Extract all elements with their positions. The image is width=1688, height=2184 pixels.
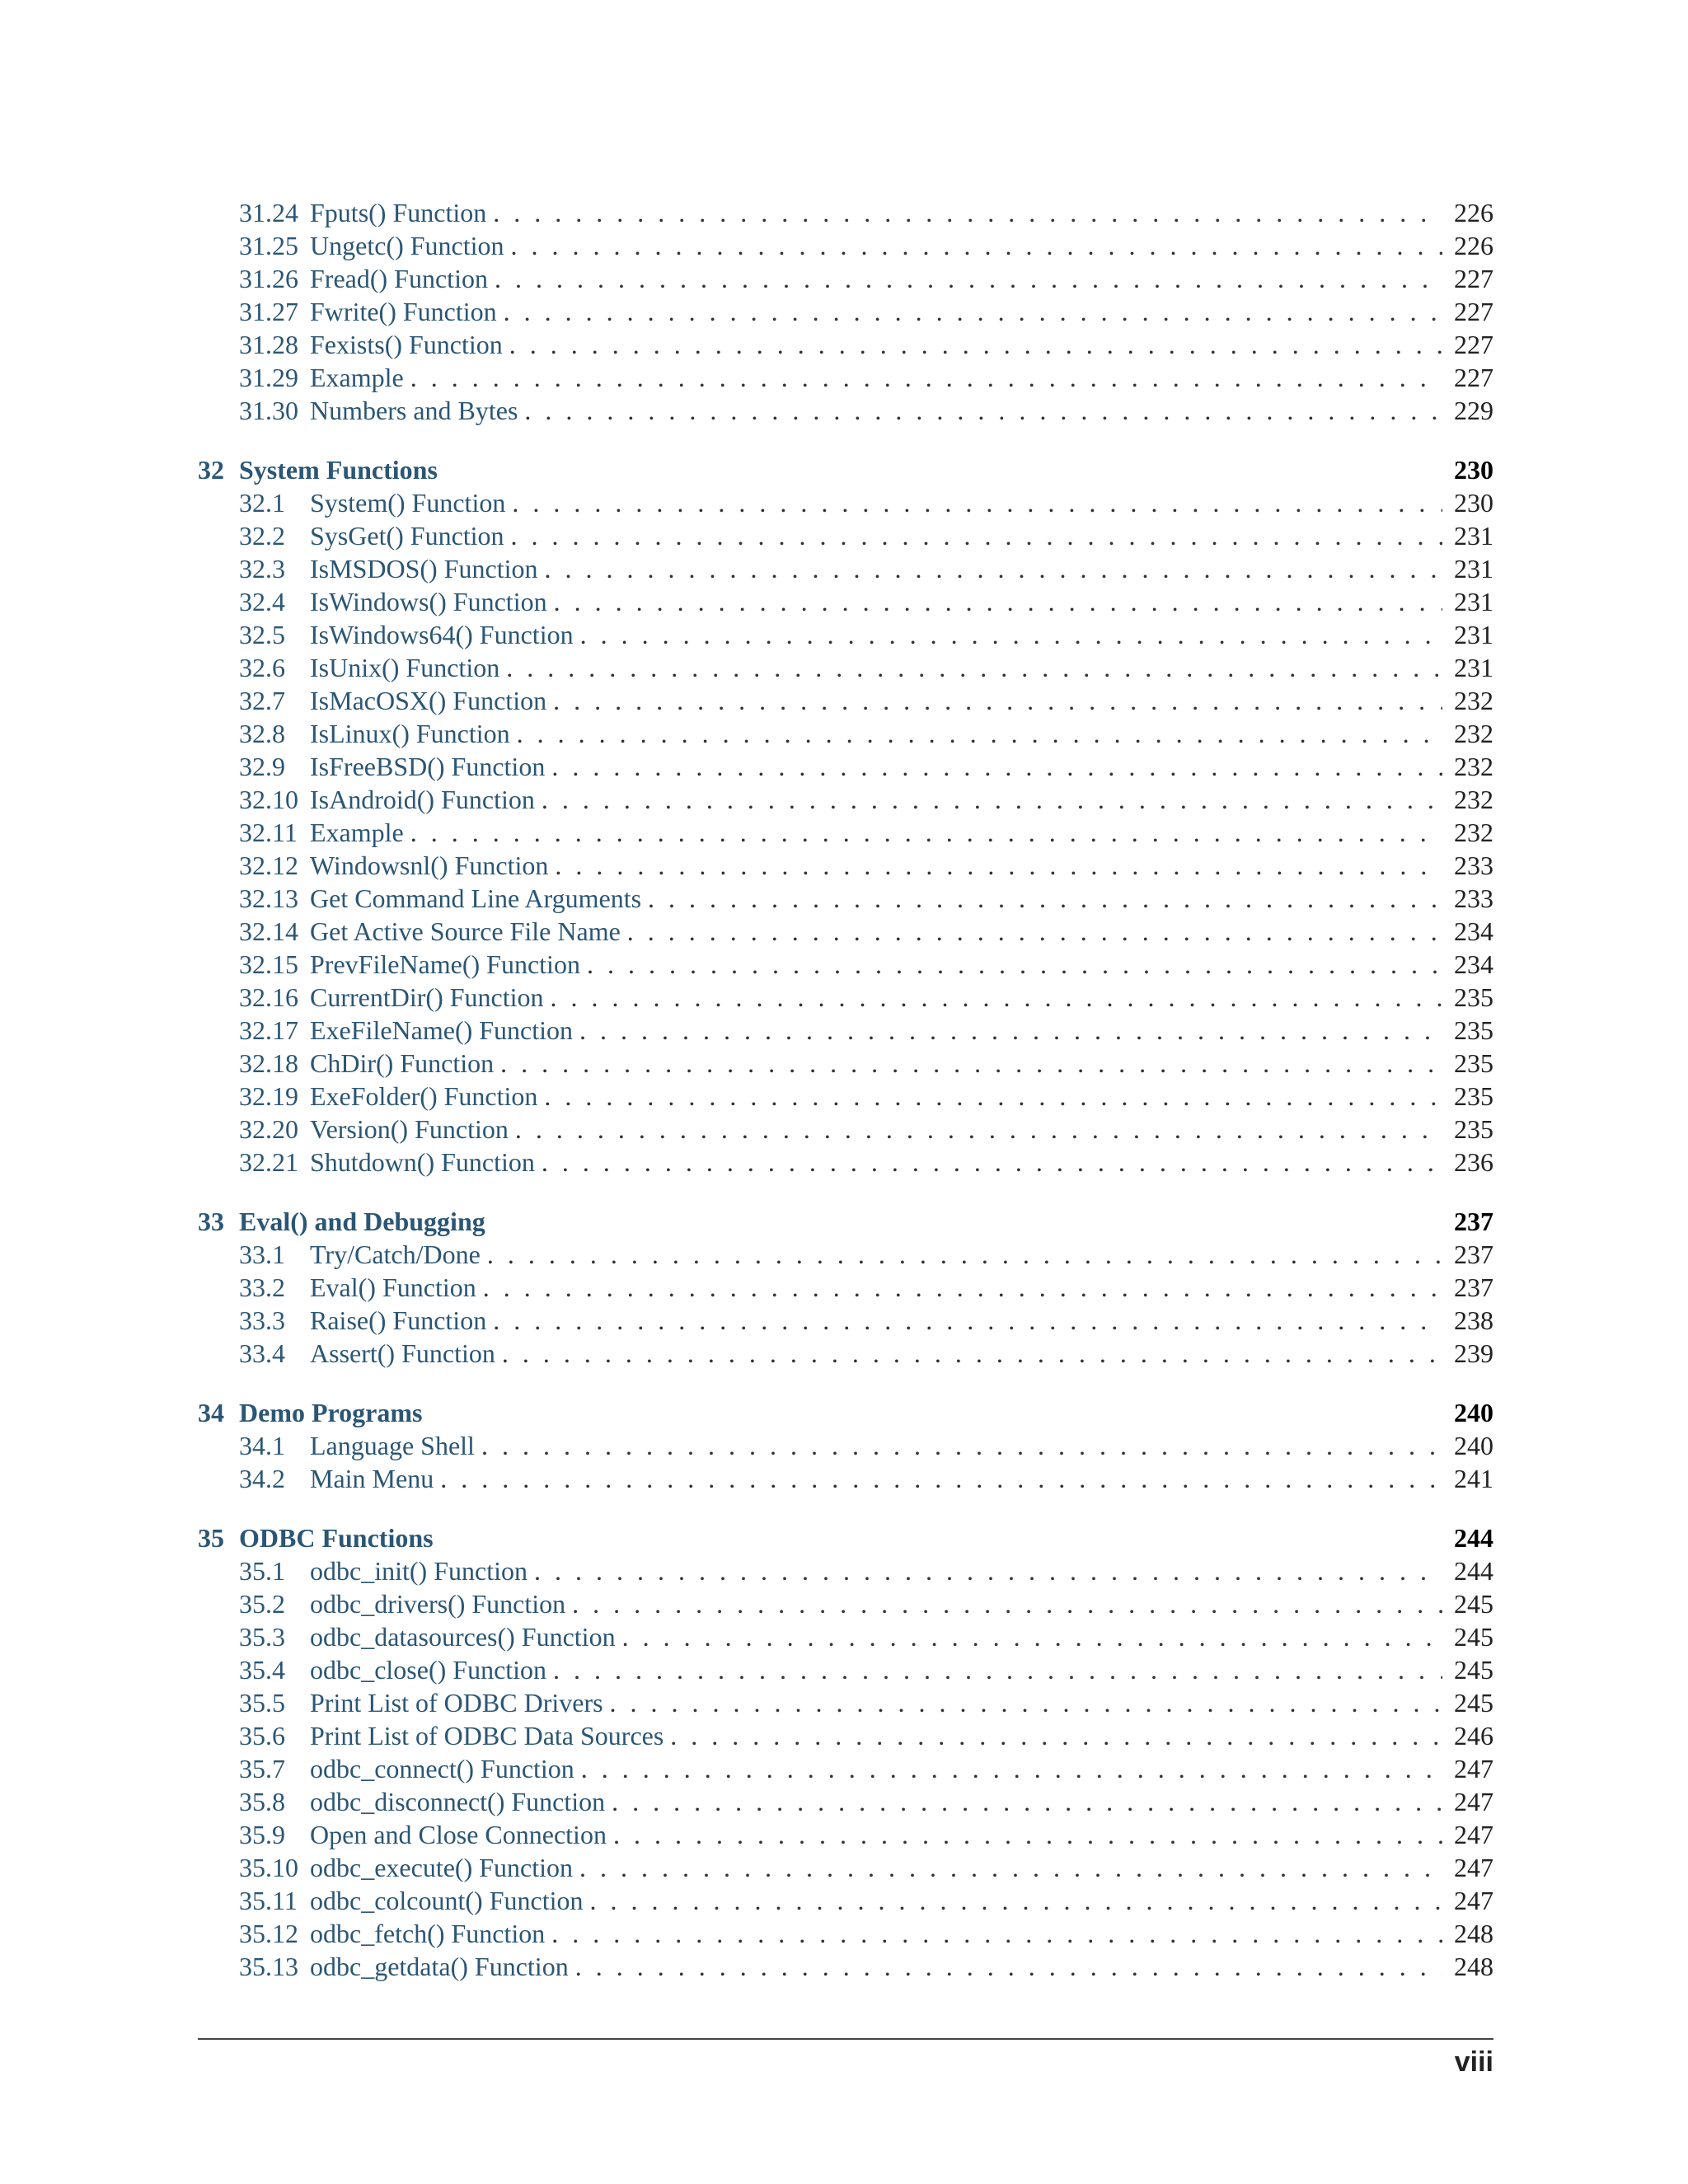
dot-leader — [511, 229, 1443, 262]
section-page-number: 238 — [1454, 1305, 1493, 1335]
toc-entry-link[interactable] — [198, 1950, 1493, 1983]
section-title: Eval() Function — [310, 1272, 476, 1302]
dot-leader — [493, 1304, 1442, 1337]
section-number: 33.3 — [239, 1305, 285, 1335]
section-page-number: 231 — [1454, 620, 1493, 649]
toc-entry-link[interactable] — [198, 1554, 1493, 1587]
section-title: ExeFileName() Function — [310, 1015, 574, 1045]
toc-entry-link[interactable] — [198, 361, 1493, 394]
section-number: 32.9 — [239, 752, 285, 781]
page-number: viii — [1454, 2046, 1493, 2078]
section-page-number: 247 — [1454, 1820, 1493, 1849]
dot-leader — [495, 262, 1442, 295]
section-number: 32.17 — [239, 1015, 298, 1045]
section-number: 35.3 — [239, 1622, 285, 1652]
dot-leader — [553, 1653, 1442, 1686]
toc-entry-link[interactable] — [198, 618, 1493, 651]
section-page-number: 231 — [1454, 587, 1493, 616]
toc-entry-link[interactable] — [198, 1620, 1493, 1653]
section-page-number: 234 — [1454, 916, 1493, 946]
section-title: odbc_connect() Function — [310, 1754, 574, 1783]
section-page-number: 227 — [1454, 297, 1493, 326]
section-page-number: 248 — [1454, 1919, 1493, 1948]
section-number: 33.1 — [239, 1240, 285, 1269]
section-title: odbc_fetch() Function — [310, 1919, 546, 1948]
section-number: 34.1 — [239, 1431, 285, 1460]
section-number: 31.25 — [239, 231, 298, 260]
chapter-heading-link[interactable] — [198, 1396, 1493, 1429]
section-title: Fwrite() Function — [310, 297, 497, 326]
section-number: 31.26 — [239, 264, 298, 293]
section-number: 35.10 — [239, 1853, 298, 1882]
dot-leader — [504, 295, 1442, 328]
section-page-number: 239 — [1454, 1338, 1493, 1368]
section-title: SysGet() Function — [310, 521, 504, 551]
section-page-number: 245 — [1454, 1622, 1493, 1652]
section-number: 31.27 — [239, 297, 298, 326]
section-page-number: 234 — [1454, 949, 1493, 979]
section-number: 35.7 — [239, 1754, 285, 1783]
toc-entry-link[interactable] — [198, 394, 1493, 427]
section-number: 32.18 — [239, 1048, 298, 1078]
section-title: Get Command Line Arguments — [310, 883, 642, 913]
dot-leader — [648, 882, 1442, 915]
section-title: odbc_drivers() Function — [310, 1589, 566, 1619]
dot-leader — [506, 651, 1442, 684]
dot-leader — [613, 1818, 1442, 1851]
section-page-number: 235 — [1454, 982, 1493, 1012]
dot-leader — [551, 981, 1443, 1014]
section-title: Print List of ODBC Drivers — [310, 1688, 603, 1718]
section-title: ChDir() Function — [310, 1048, 495, 1078]
section-number: 35.13 — [239, 1952, 298, 1981]
dot-leader — [493, 196, 1442, 229]
toc-entry-link[interactable] — [198, 552, 1493, 585]
section-number: 35.8 — [239, 1787, 285, 1816]
section-page-number: 231 — [1454, 521, 1493, 551]
section-number: 32.10 — [239, 785, 298, 814]
toc-entry-link[interactable] — [198, 1080, 1493, 1113]
dot-leader — [410, 816, 1442, 849]
section-title: odbc_getdata() Function — [310, 1952, 569, 1981]
toc-entry-link[interactable] — [198, 1113, 1493, 1146]
toc-entry-link[interactable] — [198, 328, 1493, 361]
section-title: Raise() Function — [310, 1305, 487, 1335]
toc-entry-link[interactable] — [198, 1917, 1493, 1950]
dot-leader — [544, 552, 1442, 585]
toc-entry-link[interactable] — [198, 1271, 1493, 1304]
toc-entry-link[interactable] — [198, 486, 1493, 519]
section-number: 31.30 — [239, 396, 298, 425]
chapter-number: 32 — [198, 455, 224, 485]
section-page-number: 226 — [1454, 198, 1493, 227]
dot-leader — [579, 1851, 1442, 1884]
dot-leader — [587, 948, 1442, 981]
toc-entry-link[interactable] — [198, 750, 1493, 783]
section-number: 32.1 — [239, 488, 285, 518]
section-page-number: 233 — [1454, 851, 1493, 880]
section-page-number: 232 — [1454, 785, 1493, 814]
dot-leader — [487, 1238, 1442, 1271]
section-title: Fputs() Function — [310, 198, 487, 227]
toc-entry-link[interactable] — [198, 1818, 1493, 1851]
chapter-page-number: 244 — [1454, 1523, 1493, 1553]
section-page-number: 241 — [1454, 1464, 1493, 1493]
dot-leader — [481, 1429, 1442, 1462]
dot-leader — [581, 1752, 1442, 1785]
dot-leader — [551, 750, 1442, 783]
chapter-number: 34 — [198, 1398, 224, 1427]
toc-entry-link[interactable] — [198, 229, 1493, 262]
dot-leader — [610, 1686, 1442, 1719]
toc-chapter — [198, 453, 1493, 1179]
dot-leader — [612, 1785, 1442, 1818]
section-title: Ungetc() Function — [310, 231, 504, 260]
dot-leader — [553, 684, 1442, 717]
section-title: odbc_colcount() Function — [310, 1886, 584, 1915]
chapter-page-number: 240 — [1454, 1398, 1493, 1427]
toc-entry-link[interactable] — [198, 948, 1493, 981]
section-page-number: 237 — [1454, 1272, 1493, 1302]
section-page-number: 235 — [1454, 1114, 1493, 1144]
dot-leader — [575, 1950, 1442, 1983]
section-page-number: 227 — [1454, 363, 1493, 392]
section-title: IsFreeBSD() Function — [310, 752, 546, 781]
section-title: IsWindows64() Function — [310, 620, 574, 649]
dot-leader — [534, 1554, 1442, 1587]
section-number: 31.24 — [239, 198, 298, 227]
toc-entry-link[interactable] — [198, 1884, 1493, 1917]
section-page-number: 233 — [1454, 883, 1493, 913]
chapter-heading-link[interactable] — [198, 1521, 1493, 1554]
section-number: 32.11 — [239, 818, 298, 847]
dot-leader — [542, 1146, 1442, 1179]
section-title: IsLinux() Function — [310, 719, 510, 748]
dot-leader — [622, 1620, 1442, 1653]
toc-entry-link[interactable] — [198, 1587, 1493, 1620]
chapter-heading-link[interactable] — [198, 453, 1493, 486]
section-number: 32.6 — [239, 653, 285, 682]
section-title: Shutdown() Function — [310, 1147, 535, 1177]
section-page-number: 247 — [1454, 1787, 1493, 1816]
section-page-number: 232 — [1454, 752, 1493, 781]
section-page-number: 236 — [1454, 1147, 1493, 1177]
toc-entry-link[interactable] — [198, 684, 1493, 717]
section-title: IsMSDOS() Function — [310, 554, 538, 583]
section-number: 32.7 — [239, 686, 285, 715]
dot-leader — [579, 1014, 1442, 1047]
dot-leader — [551, 1917, 1442, 1950]
chapter-number: 33 — [198, 1207, 224, 1236]
chapter-title: Demo Programs — [239, 1398, 423, 1427]
table-of-contents — [198, 196, 1493, 2009]
toc-entry-link[interactable] — [198, 1337, 1493, 1370]
section-number: 32.4 — [239, 587, 285, 616]
toc-entry-link[interactable] — [198, 1429, 1493, 1462]
toc-entry-link[interactable] — [198, 651, 1493, 684]
toc-entry-link[interactable] — [198, 1719, 1493, 1752]
section-title: CurrentDir() Function — [310, 982, 544, 1012]
section-page-number: 235 — [1454, 1015, 1493, 1045]
section-title: Fread() Function — [310, 264, 488, 293]
toc-entry-link[interactable] — [198, 981, 1493, 1014]
dot-leader — [502, 1337, 1442, 1370]
toc-entry-link[interactable] — [198, 1462, 1493, 1495]
section-number: 35.9 — [239, 1820, 285, 1849]
section-number: 35.5 — [239, 1688, 285, 1718]
dot-leader — [555, 849, 1442, 882]
toc-entry-link[interactable] — [198, 295, 1493, 328]
section-title: Example — [310, 818, 404, 847]
section-number: 31.29 — [239, 363, 298, 392]
toc-entry-link[interactable] — [198, 1047, 1493, 1080]
toc-chapter — [198, 1396, 1493, 1495]
section-page-number: 247 — [1454, 1886, 1493, 1915]
toc-entry-link[interactable] — [198, 1653, 1493, 1686]
section-page-number: 245 — [1454, 1688, 1493, 1718]
toc-entry-link[interactable] — [198, 1686, 1493, 1719]
section-title: Numbers and Bytes — [310, 396, 518, 425]
section-page-number: 232 — [1454, 719, 1493, 748]
toc-entry-link[interactable] — [198, 1014, 1493, 1047]
section-page-number: 245 — [1454, 1655, 1493, 1685]
toc-chapter — [198, 1521, 1493, 1983]
section-title: IsAndroid() Function — [310, 785, 535, 814]
toc-entry-link[interactable] — [198, 1851, 1493, 1884]
chapter-title: System Functions — [239, 455, 438, 485]
toc-entry-link[interactable] — [198, 585, 1493, 618]
section-page-number: 237 — [1454, 1240, 1493, 1269]
section-title: Main Menu — [310, 1464, 434, 1493]
dot-leader — [542, 783, 1442, 816]
section-title: Try/Catch/Done — [310, 1240, 481, 1269]
section-page-number: 230 — [1454, 488, 1493, 518]
section-page-number: 247 — [1454, 1754, 1493, 1783]
dot-leader — [483, 1271, 1442, 1304]
section-number: 35.11 — [239, 1886, 298, 1915]
section-title: odbc_init() Function — [310, 1556, 528, 1586]
dot-leader — [517, 717, 1442, 750]
section-number: 35.2 — [239, 1589, 285, 1619]
toc-entry-link[interactable] — [198, 1752, 1493, 1785]
dot-leader — [512, 486, 1442, 519]
toc-entry-link[interactable] — [198, 882, 1493, 915]
section-title: Version() Function — [310, 1114, 509, 1144]
toc-entry-link[interactable] — [198, 1146, 1493, 1179]
section-number: 32.21 — [239, 1147, 298, 1177]
section-page-number: 232 — [1454, 686, 1493, 715]
section-page-number: 226 — [1454, 231, 1493, 260]
section-number: 32.2 — [239, 521, 285, 551]
section-title: odbc_close() Function — [310, 1655, 547, 1685]
section-page-number: 235 — [1454, 1048, 1493, 1078]
dot-leader — [511, 519, 1442, 552]
toc-entry-link[interactable] — [198, 519, 1493, 552]
dot-leader — [589, 1884, 1442, 1917]
section-title: odbc_disconnect() Function — [310, 1787, 606, 1816]
section-number: 35.6 — [239, 1721, 285, 1750]
section-title: ExeFolder() Function — [310, 1081, 538, 1111]
toc-entry-link[interactable] — [198, 1304, 1493, 1337]
dot-leader — [500, 1047, 1442, 1080]
section-title: IsMacOSX() Function — [310, 686, 547, 715]
toc-entry-link[interactable] — [198, 196, 1493, 229]
section-number: 32.19 — [239, 1081, 298, 1111]
section-number: 33.2 — [239, 1272, 285, 1302]
dot-leader — [554, 585, 1442, 618]
toc-entry-link[interactable] — [198, 262, 1493, 295]
section-number: 32.14 — [239, 916, 298, 946]
section-title: odbc_execute() Function — [310, 1853, 573, 1882]
section-title: odbc_datasources() Function — [310, 1622, 616, 1652]
section-page-number: 231 — [1454, 653, 1493, 682]
chapter-title: Eval() and Debugging — [239, 1207, 485, 1236]
section-title: IsUnix() Function — [310, 653, 500, 682]
section-number: 32.13 — [239, 883, 298, 913]
chapter-number: 35 — [198, 1523, 224, 1553]
section-number: 35.4 — [239, 1655, 285, 1685]
section-number: 32.12 — [239, 851, 298, 880]
section-page-number: 245 — [1454, 1589, 1493, 1619]
section-page-number: 227 — [1454, 330, 1493, 359]
section-number: 32.16 — [239, 982, 298, 1012]
dot-leader — [670, 1719, 1442, 1752]
section-page-number: 227 — [1454, 264, 1493, 293]
section-title: PrevFileName() Function — [310, 949, 580, 979]
toc-entry-link[interactable] — [198, 783, 1493, 816]
section-page-number: 235 — [1454, 1081, 1493, 1111]
dot-leader — [572, 1587, 1442, 1620]
section-page-number: 246 — [1454, 1721, 1493, 1750]
section-number: 32.20 — [239, 1114, 298, 1144]
section-title: Get Active Source File Name — [310, 916, 621, 946]
section-number: 32.8 — [239, 719, 285, 748]
section-number: 35.12 — [239, 1919, 298, 1948]
section-title: IsWindows() Function — [310, 587, 547, 616]
section-page-number: 247 — [1454, 1853, 1493, 1882]
section-page-number: 248 — [1454, 1952, 1493, 1981]
dot-leader — [515, 1113, 1442, 1146]
toc-entry-link[interactable] — [198, 816, 1493, 849]
section-number: 32.5 — [239, 620, 285, 649]
section-title: Assert() Function — [310, 1338, 495, 1368]
dot-leader — [410, 361, 1442, 394]
section-title: Example — [310, 363, 404, 392]
toc-entry-link[interactable] — [198, 1238, 1493, 1271]
section-title: Open and Close Connection — [310, 1820, 607, 1849]
section-page-number: 232 — [1454, 818, 1493, 847]
section-number: 33.4 — [239, 1338, 285, 1368]
dot-leader — [580, 618, 1442, 651]
section-title: Language Shell — [310, 1431, 475, 1460]
dot-leader — [509, 328, 1442, 361]
toc-entry-link[interactable] — [198, 1785, 1493, 1818]
dot-leader — [627, 915, 1442, 948]
dot-leader — [440, 1462, 1442, 1495]
section-title: Print List of ODBC Data Sources — [310, 1721, 664, 1750]
footer-divider — [198, 2038, 1493, 2040]
dot-leader — [544, 1080, 1442, 1113]
section-page-number: 229 — [1454, 396, 1493, 425]
section-title: System() Function — [310, 488, 506, 518]
toc-entry-link[interactable] — [198, 849, 1493, 882]
chapter-heading-link[interactable] — [198, 1205, 1493, 1238]
section-title: Fexists() Function — [310, 330, 503, 359]
toc-chapter — [198, 1205, 1493, 1370]
section-number: 34.2 — [239, 1464, 285, 1493]
dot-leader — [524, 394, 1442, 427]
section-page-number: 240 — [1454, 1431, 1493, 1460]
toc-entry-link[interactable] — [198, 915, 1493, 948]
toc-entry-link[interactable] — [198, 717, 1493, 750]
chapter-page-number: 230 — [1454, 455, 1493, 485]
section-number: 31.28 — [239, 330, 298, 359]
toc-chapter — [198, 196, 1493, 427]
section-number: 32.15 — [239, 949, 298, 979]
section-number: 32.3 — [239, 554, 285, 583]
section-page-number: 231 — [1454, 554, 1493, 583]
chapter-title: ODBC Functions — [239, 1523, 434, 1553]
chapter-page-number: 237 — [1454, 1207, 1493, 1236]
section-title: Windowsnl() Function — [310, 851, 549, 880]
section-page-number: 244 — [1454, 1556, 1493, 1586]
section-number: 35.1 — [239, 1556, 285, 1586]
